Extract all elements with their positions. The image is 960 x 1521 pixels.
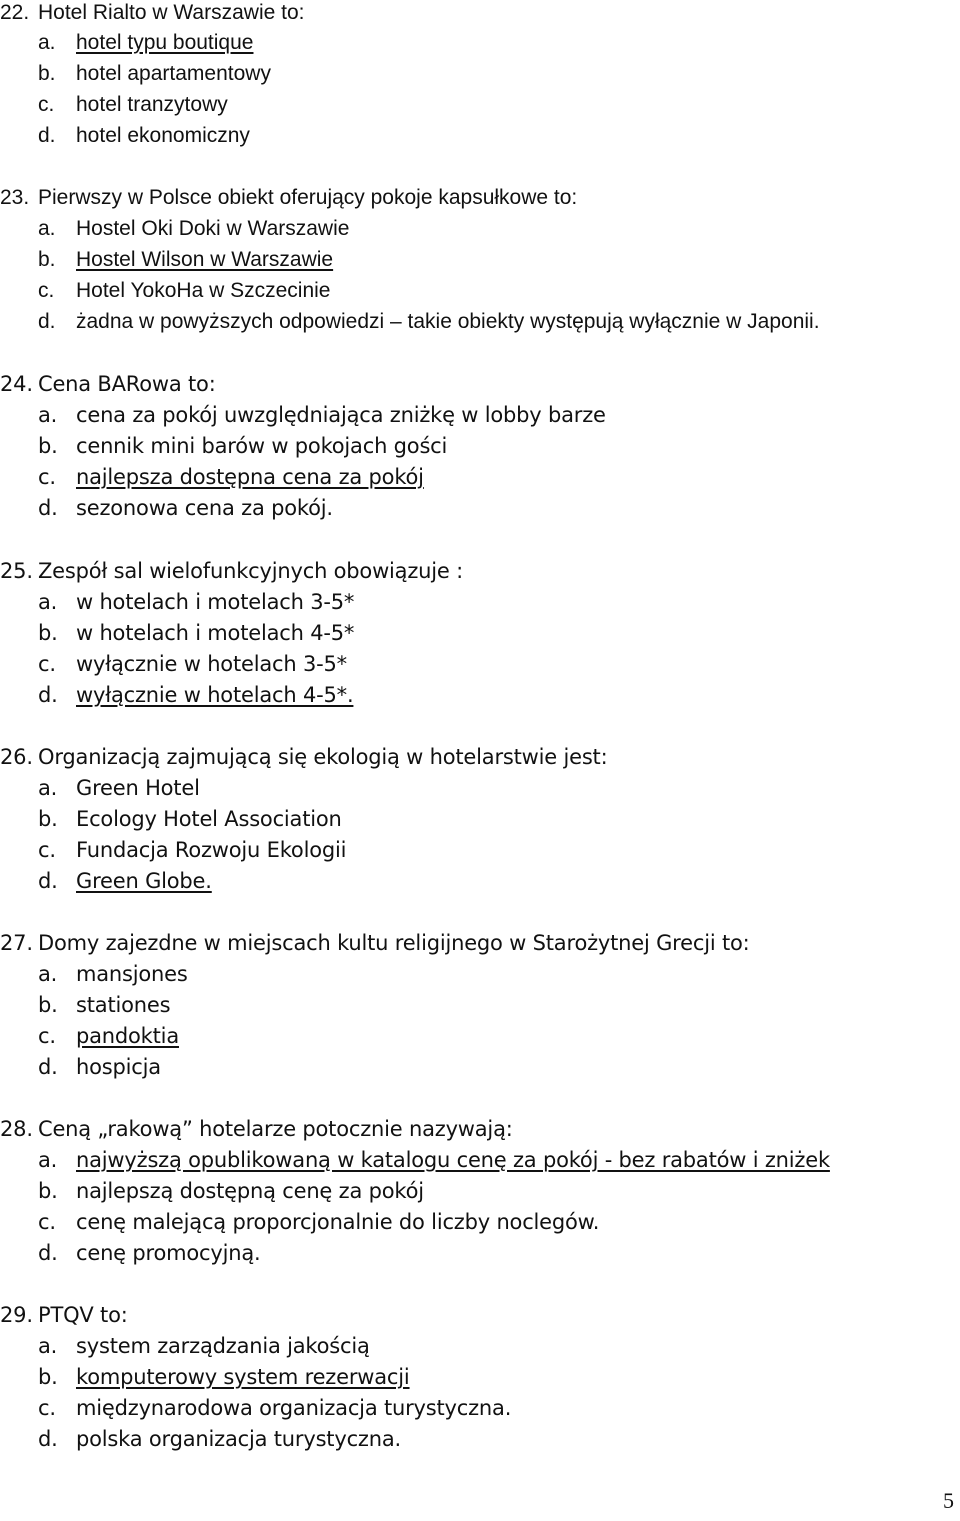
- option-text: hospicja: [76, 1055, 161, 1079]
- question-number: 25.: [0, 559, 33, 583]
- question-title: [0, 1117, 513, 1141]
- page-number: 5: [943, 1488, 954, 1513]
- option-letter: b.: [38, 807, 58, 831]
- option-c: [38, 652, 347, 676]
- option-text: pandoktia: [76, 1024, 179, 1048]
- option-text: cena za pokój uwzględniająca zniżkę w lobby barze: [76, 403, 606, 427]
- option-letter: b.: [38, 62, 56, 85]
- option-text: cennik mini barów w pokojach gości: [76, 434, 448, 458]
- question-title: [0, 745, 607, 769]
- option-c: [38, 279, 330, 303]
- option-letter: c.: [38, 465, 56, 489]
- option-letter: b.: [38, 1179, 58, 1203]
- option-b: [38, 993, 170, 1017]
- option-text: najwyższą opublikowaną w katalogu cenę za pokój - bez rabatów i zniżek: [76, 1148, 830, 1172]
- option-a: [38, 31, 253, 55]
- option-letter: b.: [38, 248, 56, 271]
- option-c: [38, 838, 346, 862]
- question-text: Ceną „rakową” hotelarze potocznie nazywają:: [38, 1117, 513, 1141]
- option-letter: c.: [38, 93, 55, 116]
- option-d: [38, 1427, 401, 1451]
- option-letter: a.: [38, 962, 58, 986]
- option-a: [38, 590, 354, 614]
- option-a: [38, 403, 606, 427]
- option-b: [38, 1365, 410, 1389]
- option-text: sezonowa cena za pokój.: [76, 496, 333, 520]
- option-text: cenę malejącą proporcjonalnie do liczby noclegów.: [76, 1210, 600, 1234]
- option-text: hotel typu boutique: [76, 31, 254, 54]
- option-a: [38, 962, 188, 986]
- option-text: cenę promocyjną.: [76, 1241, 261, 1265]
- question-number: 23.: [0, 186, 30, 209]
- option-letter: a.: [38, 403, 58, 427]
- option-letter: d.: [38, 310, 56, 333]
- option-letter: d.: [38, 496, 58, 520]
- option-a: [38, 1148, 830, 1172]
- question-text: Domy zajezdne w miejscach kultu religijnego w Starożytnej Grecji to:: [38, 931, 750, 955]
- question-number: 26.: [0, 745, 33, 769]
- option-letter: d.: [38, 869, 58, 893]
- option-text: Hostel Oki Doki w Warszawie: [76, 217, 350, 240]
- question-text: Organizacją zajmującą się ekologią w hotelarstwie jest:: [38, 745, 608, 769]
- question-number: 29.: [0, 1303, 33, 1327]
- question-title: [0, 1303, 128, 1327]
- option-text: Green Hotel: [76, 776, 200, 800]
- option-text: międzynarodowa organizacja turystyczna.: [76, 1396, 512, 1420]
- option-text: najlepszą dostępną cenę za pokój: [76, 1179, 424, 1203]
- option-letter: a.: [38, 776, 58, 800]
- option-b: [38, 621, 354, 645]
- option-letter: a.: [38, 590, 58, 614]
- option-letter: c.: [38, 279, 55, 302]
- question-text: Hotel Rialto w Warszawie to:: [38, 1, 305, 24]
- option-b: [38, 62, 271, 86]
- option-text: wyłącznie w hotelach 4-5*.: [76, 683, 354, 707]
- question-title: [0, 1, 304, 25]
- question-text: Zespół sal wielofunkcyjnych obowiązuje :: [38, 559, 463, 583]
- option-c: [38, 93, 228, 117]
- option-d: [38, 310, 820, 334]
- option-text: Ecology Hotel Association: [76, 807, 342, 831]
- option-text: wyłącznie w hotelach 3-5*: [76, 652, 347, 676]
- question-title: [0, 931, 750, 955]
- option-d: [38, 1241, 261, 1265]
- option-text: stationes: [76, 993, 171, 1017]
- option-text: żadna w powyższych odpowiedzi – takie obiekty występują wyłącznie w Japonii.: [76, 310, 820, 333]
- option-letter: c.: [38, 838, 56, 862]
- question-text: Cena BARowa to:: [38, 372, 216, 396]
- option-letter: d.: [38, 124, 56, 147]
- option-letter: b.: [38, 434, 58, 458]
- question-number: 24.: [0, 372, 33, 396]
- option-text: system zarządzania jakością: [76, 1334, 370, 1358]
- option-text: w hotelach i motelach 3-5*: [76, 590, 355, 614]
- option-b: [38, 248, 333, 272]
- option-letter: c.: [38, 1210, 56, 1234]
- option-letter: a.: [38, 31, 56, 54]
- option-b: [38, 1179, 424, 1203]
- option-letter: b.: [38, 993, 58, 1017]
- option-letter: c.: [38, 1396, 56, 1420]
- option-letter: d.: [38, 683, 58, 707]
- option-text: Fundacja Rozwoju Ekologii: [76, 838, 347, 862]
- option-letter: c.: [38, 652, 56, 676]
- option-a: [38, 776, 200, 800]
- option-text: mansjones: [76, 962, 188, 986]
- option-d: [38, 683, 353, 707]
- option-a: [38, 217, 349, 241]
- option-letter: d.: [38, 1241, 58, 1265]
- question-title: [0, 372, 216, 396]
- option-text: Hotel YokoHa w Szczecinie: [76, 279, 331, 302]
- question-text: Pierwszy w Polsce obiekt oferujący pokoje kapsułkowe to:: [38, 186, 578, 209]
- option-d: [38, 869, 212, 893]
- option-b: [38, 807, 342, 831]
- option-letter: a.: [38, 1334, 58, 1358]
- option-c: [38, 1024, 179, 1048]
- option-letter: d.: [38, 1055, 58, 1079]
- option-b: [38, 434, 447, 458]
- question-number: 22.: [0, 1, 30, 24]
- option-text: Green Globe.: [76, 869, 212, 893]
- option-letter: a.: [38, 217, 56, 240]
- option-text: komputerowy system rezerwacji: [76, 1365, 410, 1389]
- option-a: [38, 1334, 370, 1358]
- option-text: Hostel Wilson w Warszawie: [76, 248, 334, 271]
- question-title: [0, 559, 463, 583]
- question-number: 28.: [0, 1117, 33, 1141]
- option-d: [38, 496, 333, 520]
- option-text: hotel apartamentowy: [76, 62, 271, 85]
- option-c: [38, 1396, 511, 1420]
- option-d: [38, 1055, 161, 1079]
- option-d: [38, 124, 250, 148]
- option-text: polska organizacja turystyczna.: [76, 1427, 401, 1451]
- option-letter: d.: [38, 1427, 58, 1451]
- option-letter: c.: [38, 1024, 56, 1048]
- question-text: PTQV to:: [38, 1303, 128, 1327]
- question-number: 27.: [0, 931, 33, 955]
- option-text: hotel tranzytowy: [76, 93, 228, 116]
- option-c: [38, 1210, 599, 1234]
- option-letter: b.: [38, 621, 58, 645]
- option-text: hotel ekonomiczny: [76, 124, 250, 147]
- option-letter: b.: [38, 1365, 58, 1389]
- option-letter: a.: [38, 1148, 58, 1172]
- option-text: w hotelach i motelach 4-5*: [76, 621, 355, 645]
- option-text: najlepsza dostępna cena za pokój: [76, 465, 424, 489]
- option-c: [38, 465, 424, 489]
- question-title: [0, 186, 577, 210]
